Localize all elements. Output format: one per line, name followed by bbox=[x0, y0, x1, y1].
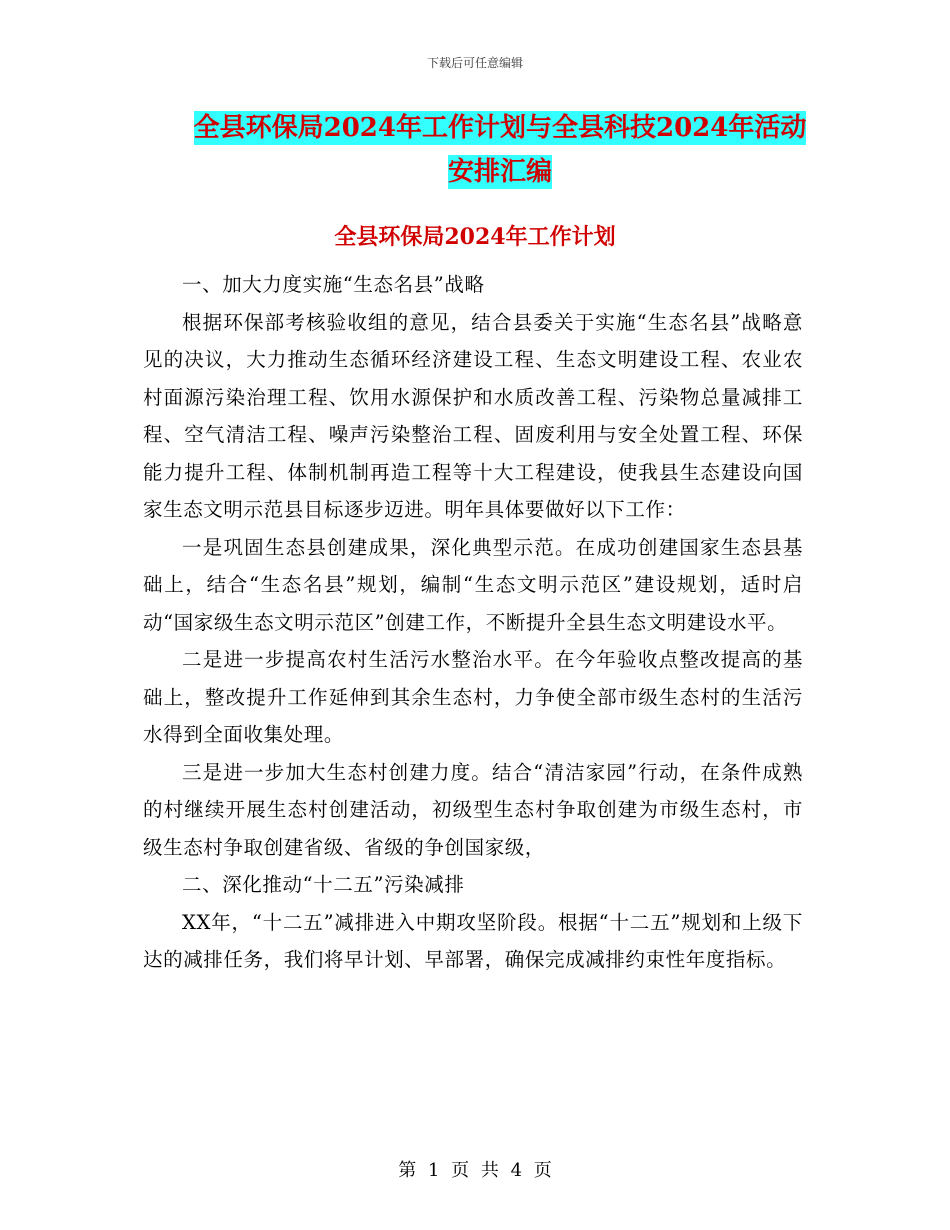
document-body bbox=[143, 266, 803, 979]
heading-1: 一、加大力度实施“生态名县”战略 bbox=[182, 273, 485, 296]
page-indicator: 第 1 页 共 4 页 bbox=[398, 1160, 552, 1181]
header-note: 下载后可任意编辑 bbox=[426, 56, 523, 70]
paragraph: 二是进一步提高农村生活污水整治水平。在今年验收点整改提高的基础上，整改提升工作延伸到其余生态村，力争使全部市级生态村的生活污水得到全面收集处理。 bbox=[143, 648, 803, 746]
heading-2: 二、深化推动“十二五”污染减排 bbox=[182, 873, 465, 896]
paragraph: 一是巩固生态县创建成果，深化典型示范。在成功创建国家生态县基础上，结合“生态名县”规划，编制“生态文明示范区”建设规划，适时启动“国家级生态文明示范区”创建工作，不断提升全县生态文明建设水平。 bbox=[143, 535, 803, 634]
document-title bbox=[140, 106, 860, 194]
document-title-line-2: 安排汇编 bbox=[447, 157, 552, 187]
paragraph: 根据环保部考核验收组的意见，结合县委关于实施“生态名县”战略意见的决议，大力推动生态循环经济建设工程、生态文明建设工程、农业农村面源污染治理工程、饮用水源保护和水质改善工程、污染物总量减排工程、空气清洁工程、噪声污染整治工程、固废利用与安全处置工程、环保能力提升工程、体制机制再造工程等十大工程建设，使我县生态建设向国家生态文明示范县目标逐步迈进。明年具体要做好以下工作： bbox=[143, 310, 803, 521]
section-title: 全县环保局2024年工作计划 bbox=[334, 224, 616, 250]
paragraph: 三是进一步加大生态村创建力度。结合“清洁家园”行动，在条件成熟的村继续开展生态村创建活动，初级型生态村争取创建为市级生态村，市级生态村争取创建省级、省级的争创国家级， bbox=[143, 760, 803, 859]
document-title-line-1: 全县环保局2024年工作计划与全县科技2024年活动 bbox=[193, 113, 807, 143]
paragraph: XX年，“十二五”减排进入中期攻坚阶段。根据“十二五”规划和上级下达的减排任务，我们将早计划、早部署，确保完成减排约束性年度指标。 bbox=[143, 910, 803, 971]
